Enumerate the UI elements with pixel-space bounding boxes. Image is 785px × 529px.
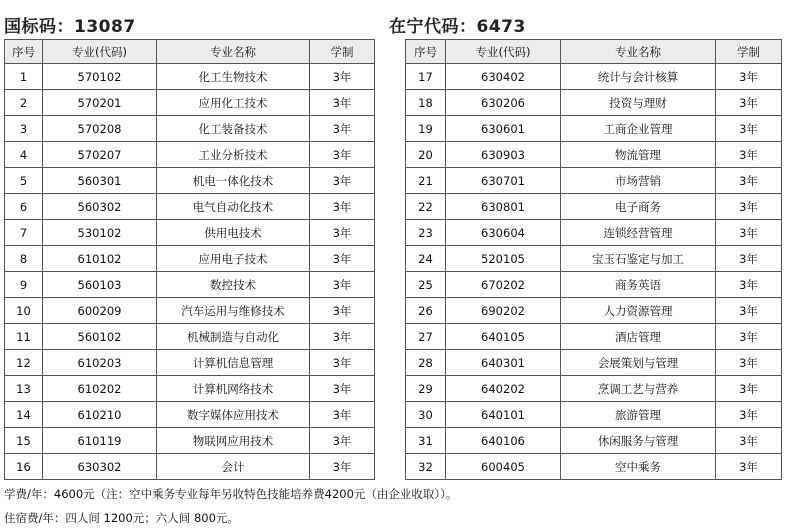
cell-major-name: 工业分析技术: [157, 142, 310, 168]
cell-major-code: 610210: [43, 402, 157, 428]
cell-index: 21: [406, 168, 446, 194]
cell-index: 22: [406, 194, 446, 220]
cell-duration: 3年: [716, 168, 782, 194]
cell-major-code: 690202: [446, 298, 561, 324]
cell-duration: 3年: [716, 194, 782, 220]
column-header-major-code: 专业(代码): [43, 40, 157, 64]
cell-index: 2: [5, 90, 43, 116]
cell-duration: 3年: [310, 272, 375, 298]
table-row: [406, 454, 782, 480]
cell-duration: 3年: [716, 350, 782, 376]
cell-major-code: 600209: [43, 298, 157, 324]
table-row: [406, 246, 782, 272]
cell-major-name: 宝玉石鉴定与加工: [561, 246, 716, 272]
cell-duration: 3年: [310, 428, 375, 454]
cell-duration: 3年: [310, 142, 375, 168]
local-code-title: 在宁代码：6473: [389, 17, 526, 37]
table-row: [5, 64, 375, 90]
cell-major-code: 630903: [446, 142, 561, 168]
cell-major-name: 会计: [157, 454, 310, 480]
table-row: [5, 168, 375, 194]
cell-index: 6: [5, 194, 43, 220]
cell-major-name: 人力资源管理: [561, 298, 716, 324]
cell-major-code: 600405: [446, 454, 561, 480]
cell-duration: 3年: [716, 64, 782, 90]
cell-duration: 3年: [310, 64, 375, 90]
table-row: [406, 142, 782, 168]
column-header-major-name: 专业名称: [561, 40, 716, 64]
cell-major-name: 数字媒体应用技术: [157, 402, 310, 428]
table-header-row: [5, 40, 375, 64]
cell-index: 13: [5, 376, 43, 402]
cell-index: 29: [406, 376, 446, 402]
cell-major-name: 电子商务: [561, 194, 716, 220]
cell-major-code: 630601: [446, 116, 561, 142]
cell-major-name: 机电一体化技术: [157, 168, 310, 194]
cell-duration: 3年: [310, 454, 375, 480]
table-header-row: [406, 40, 782, 64]
column-header-duration: 学制: [716, 40, 782, 64]
cell-major-name: 统计与会计核算: [561, 64, 716, 90]
cell-duration: 3年: [716, 298, 782, 324]
cell-major-name: 连锁经营管理: [561, 220, 716, 246]
cell-duration: 3年: [716, 428, 782, 454]
table-row: [5, 246, 375, 272]
cell-index: 24: [406, 246, 446, 272]
table-row: [5, 402, 375, 428]
cell-major-name: 汽车运用与维修技术: [157, 298, 310, 324]
cell-major-code: 610202: [43, 376, 157, 402]
cell-major-code: 640301: [446, 350, 561, 376]
cell-duration: 3年: [310, 90, 375, 116]
column-header-index: 序号: [5, 40, 43, 64]
cell-index: 11: [5, 324, 43, 350]
table-row: [5, 428, 375, 454]
column-header-major-name: 专业名称: [157, 40, 310, 64]
national-code-title: 国标码：13087: [4, 17, 136, 37]
cell-duration: 3年: [310, 324, 375, 350]
table-row: [5, 116, 375, 142]
cell-duration: 3年: [716, 246, 782, 272]
cell-major-name: 应用化工技术: [157, 90, 310, 116]
table-row: [406, 90, 782, 116]
cell-major-name: 化工生物技术: [157, 64, 310, 90]
cell-major-name: 数控技术: [157, 272, 310, 298]
cell-index: 28: [406, 350, 446, 376]
cell-major-code: 560102: [43, 324, 157, 350]
cell-index: 1: [5, 64, 43, 90]
table-row: [406, 428, 782, 454]
cell-major-code: 560302: [43, 194, 157, 220]
cell-major-code: 630801: [446, 194, 561, 220]
column-header-index: 序号: [406, 40, 446, 64]
cell-major-code: 630206: [446, 90, 561, 116]
table-row: [5, 324, 375, 350]
cell-index: 12: [5, 350, 43, 376]
lodging-note: 住宿费/年：四人间 1200元；六人间 800元。: [4, 511, 239, 525]
cell-index: 14: [5, 402, 43, 428]
column-header-duration: 学制: [310, 40, 375, 64]
cell-duration: 3年: [310, 402, 375, 428]
cell-index: 25: [406, 272, 446, 298]
table-row: [406, 350, 782, 376]
table-row: [5, 142, 375, 168]
cell-duration: 3年: [310, 350, 375, 376]
cell-major-name: 市场营销: [561, 168, 716, 194]
cell-index: 17: [406, 64, 446, 90]
cell-major-name: 应用电子技术: [157, 246, 310, 272]
cell-major-name: 计算机网络技术: [157, 376, 310, 402]
cell-index: 18: [406, 90, 446, 116]
table-row: [5, 194, 375, 220]
cell-duration: 3年: [716, 376, 782, 402]
cell-major-name: 旅游管理: [561, 402, 716, 428]
tuition-note: 学费/年：4600元（注：空中乘务专业每年另收特色技能培养费4200元（由企业收取））。: [4, 487, 458, 501]
cell-major-name: 机械制造与自动化: [157, 324, 310, 350]
table-row: [5, 298, 375, 324]
cell-duration: 3年: [310, 220, 375, 246]
cell-major-code: 640106: [446, 428, 561, 454]
cell-duration: 3年: [310, 246, 375, 272]
cell-index: 30: [406, 402, 446, 428]
cell-major-code: 640105: [446, 324, 561, 350]
cell-duration: 3年: [716, 272, 782, 298]
cell-index: 5: [5, 168, 43, 194]
majors-table-left: [4, 39, 375, 480]
cell-index: 26: [406, 298, 446, 324]
table-row: [406, 116, 782, 142]
cell-duration: 3年: [716, 220, 782, 246]
cell-major-name: 物联网应用技术: [157, 428, 310, 454]
table-row: [5, 90, 375, 116]
table-row: [406, 324, 782, 350]
cell-major-name: 供用电技术: [157, 220, 310, 246]
table-row: [406, 272, 782, 298]
cell-major-code: 520105: [446, 246, 561, 272]
cell-duration: 3年: [716, 142, 782, 168]
cell-major-code: 610203: [43, 350, 157, 376]
cell-major-name: 烹调工艺与营养: [561, 376, 716, 402]
table-row: [5, 454, 375, 480]
table-row: [5, 220, 375, 246]
table-row: [5, 350, 375, 376]
cell-index: 23: [406, 220, 446, 246]
cell-duration: 3年: [310, 298, 375, 324]
cell-major-code: 630402: [446, 64, 561, 90]
cell-major-name: 休闲服务与管理: [561, 428, 716, 454]
cell-index: 32: [406, 454, 446, 480]
cell-major-name: 会展策划与管理: [561, 350, 716, 376]
table-row: [406, 194, 782, 220]
cell-major-name: 计算机信息管理: [157, 350, 310, 376]
cell-duration: 3年: [310, 116, 375, 142]
cell-major-name: 商务英语: [561, 272, 716, 298]
column-header-major-code: 专业(代码): [446, 40, 561, 64]
cell-duration: 3年: [716, 90, 782, 116]
cell-major-code: 640202: [446, 376, 561, 402]
cell-major-code: 570208: [43, 116, 157, 142]
cell-index: 7: [5, 220, 43, 246]
cell-major-name: 物流管理: [561, 142, 716, 168]
cell-duration: 3年: [310, 168, 375, 194]
cell-index: 15: [5, 428, 43, 454]
table-row: [406, 402, 782, 428]
cell-index: 3: [5, 116, 43, 142]
cell-major-code: 670202: [446, 272, 561, 298]
cell-major-code: 560103: [43, 272, 157, 298]
cell-major-code: 630302: [43, 454, 157, 480]
cell-index: 31: [406, 428, 446, 454]
cell-index: 9: [5, 272, 43, 298]
cell-major-name: 酒店管理: [561, 324, 716, 350]
cell-major-code: 610102: [43, 246, 157, 272]
cell-index: 10: [5, 298, 43, 324]
cell-major-code: 630701: [446, 168, 561, 194]
cell-index: 19: [406, 116, 446, 142]
majors-table-right: [405, 39, 782, 480]
cell-major-name: 电气自动化技术: [157, 194, 310, 220]
cell-index: 8: [5, 246, 43, 272]
cell-index: 4: [5, 142, 43, 168]
cell-major-name: 空中乘务: [561, 454, 716, 480]
cell-index: 16: [5, 454, 43, 480]
cell-major-name: 工商企业管理: [561, 116, 716, 142]
cell-major-code: 570201: [43, 90, 157, 116]
cell-major-name: 化工装备技术: [157, 116, 310, 142]
cell-duration: 3年: [716, 324, 782, 350]
cell-index: 20: [406, 142, 446, 168]
table-row: [5, 272, 375, 298]
table-row: [406, 220, 782, 246]
cell-major-code: 530102: [43, 220, 157, 246]
cell-duration: 3年: [716, 402, 782, 428]
table-row: [406, 376, 782, 402]
table-row: [406, 168, 782, 194]
cell-major-code: 570102: [43, 64, 157, 90]
cell-major-code: 570207: [43, 142, 157, 168]
table-row: [406, 298, 782, 324]
cell-duration: 3年: [310, 194, 375, 220]
cell-duration: 3年: [716, 454, 782, 480]
cell-major-code: 560301: [43, 168, 157, 194]
cell-major-code: 630604: [446, 220, 561, 246]
table-row: [406, 64, 782, 90]
cell-major-name: 投资与理财: [561, 90, 716, 116]
cell-index: 27: [406, 324, 446, 350]
cell-major-code: 640101: [446, 402, 561, 428]
table-row: [5, 376, 375, 402]
cell-duration: 3年: [716, 116, 782, 142]
cell-major-code: 610119: [43, 428, 157, 454]
cell-duration: 3年: [310, 376, 375, 402]
